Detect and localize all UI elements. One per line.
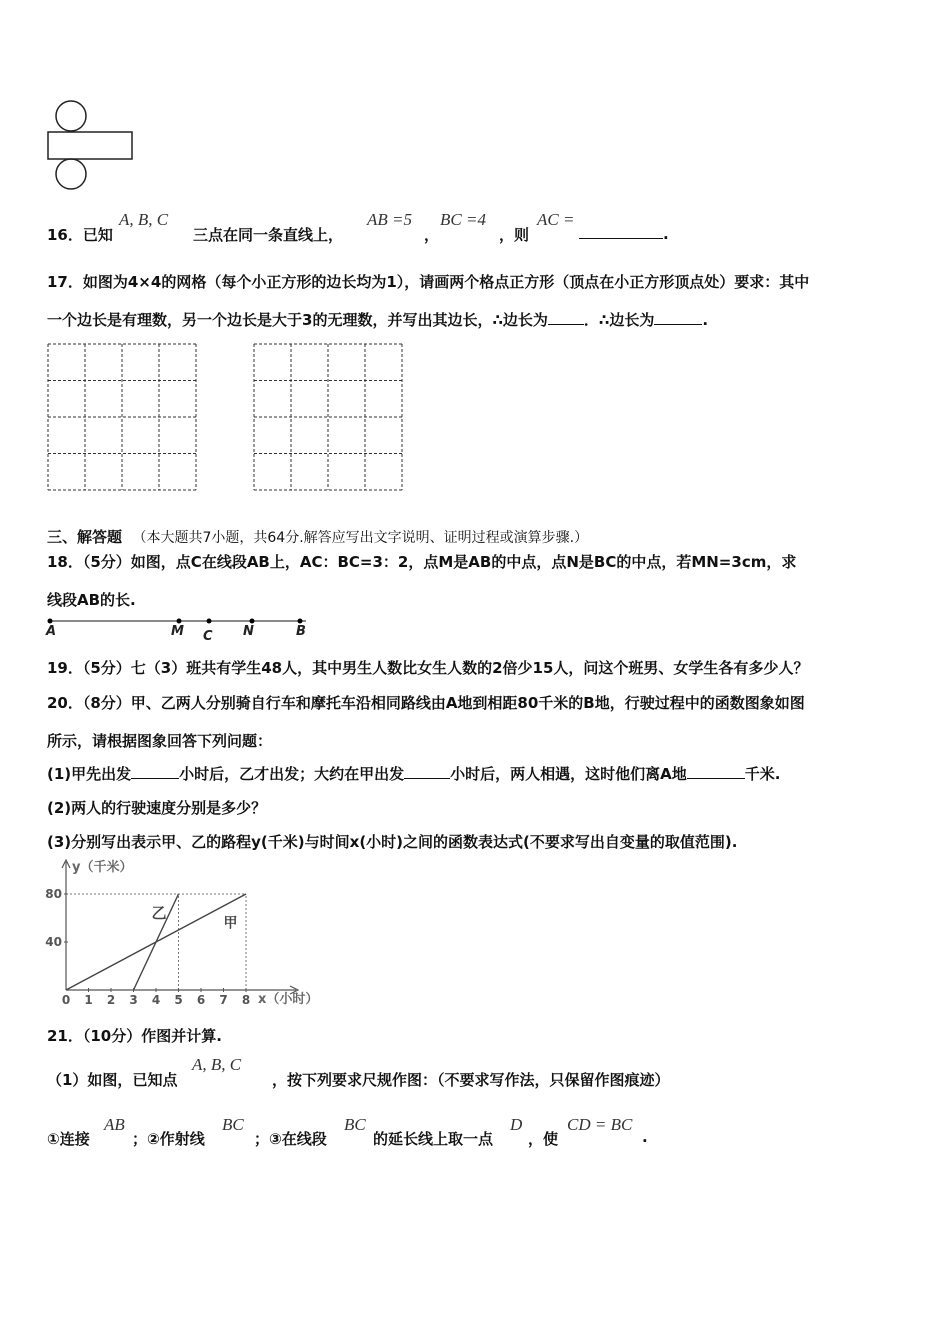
rectangle bbox=[48, 132, 132, 159]
q20-blank-3[interactable] bbox=[687, 764, 745, 779]
point-n bbox=[250, 619, 255, 624]
q18-line1: 18．（5分）如图，点C在线段AB上，AC：BC=3：2，点M是AB的中点，点N是BC的中点，若MN=3cm，求 bbox=[47, 553, 797, 571]
point-c bbox=[207, 619, 212, 624]
q21-part1-b: ，按下列要求尺规作图：（不要求写作法，只保留作图痕迹） bbox=[272, 1071, 670, 1089]
q21-line1: 21．（10分）作图并计算. bbox=[47, 1027, 222, 1045]
x-tick-8: 8 bbox=[241, 993, 251, 1007]
q20-p1-a: (1)甲先出发 bbox=[47, 765, 132, 783]
q17-blank-2[interactable] bbox=[654, 310, 702, 325]
q16-ab: AB =5 bbox=[367, 210, 412, 229]
q21-cd: CD = BC bbox=[567, 1115, 633, 1134]
y-tick-40: 40 bbox=[45, 935, 62, 949]
q21-bc2: BC bbox=[344, 1115, 366, 1134]
q20-line1: 20．（8分）甲、乙两人分别骑自行车和摩托车沿相同路线由A地到相距80千米的B地，行驶过程中的函数图象如图 bbox=[47, 694, 805, 712]
q16-comma: ， bbox=[424, 226, 440, 244]
q17-text-a: 一个边长是有理数，另一个边长是大于3的无理数，并写出其边长，∴边长为 bbox=[47, 311, 548, 329]
q17-blank-1[interactable] bbox=[548, 310, 584, 325]
x-tick-3: 3 bbox=[129, 993, 138, 1007]
top-circle bbox=[56, 101, 86, 131]
q20-part3: (3)分别写出表示甲、乙的路程y(千米)与时间x(小时)之间的函数表达式(不要求写出自变量的取值范围). bbox=[47, 833, 738, 851]
q17-line1: 17．如图为4×4的网格（每个小正方形的边长均为1），请画两个格点正方形（顶点在小正方形顶点处）要求：其中 bbox=[47, 273, 810, 291]
q21-end: . bbox=[642, 1128, 648, 1146]
grid-right[interactable] bbox=[252, 342, 407, 494]
y-axis-label: y（千米） bbox=[72, 860, 133, 875]
q16-number: 16．已知 bbox=[47, 226, 113, 244]
distance-time-graph bbox=[40, 856, 340, 1008]
q20-p1-b: 小时后，乙才出发；大约在甲出发 bbox=[179, 765, 405, 783]
q16-ac: AC = bbox=[537, 210, 575, 229]
label-c: C bbox=[203, 629, 213, 643]
x-tick-1: 1 bbox=[84, 993, 93, 1007]
q16-mid: 三点在同一条直线上， bbox=[193, 226, 344, 244]
section-title: 三、解答题 bbox=[47, 528, 123, 546]
point-a bbox=[48, 619, 53, 624]
x-axis-label: x（小时） bbox=[258, 992, 319, 1007]
q16-then: ，则 bbox=[499, 226, 530, 244]
q21-part1-a: （1）如图，已知点 bbox=[47, 1071, 178, 1089]
x-tick-5: 5 bbox=[174, 993, 183, 1007]
point-m bbox=[177, 619, 182, 624]
label-jia: 甲 bbox=[223, 915, 238, 932]
q17-text-b: ．∴边长为 bbox=[583, 311, 655, 329]
bottom-circle bbox=[56, 159, 86, 189]
q20-part2: (2)两人的行驶速度分别是多少？ bbox=[47, 799, 267, 817]
q16-answer-blank[interactable]: . bbox=[579, 224, 669, 243]
q21-step3-text: ；③在线段 bbox=[254, 1130, 327, 1148]
grid-left[interactable] bbox=[46, 342, 201, 494]
x-tick-2: 2 bbox=[106, 993, 116, 1007]
q16-bc: BC =4 bbox=[440, 210, 486, 229]
net-figure bbox=[40, 95, 150, 195]
q21-d: D bbox=[510, 1115, 523, 1134]
q20-line2: 所示，请根据图象回答下列问题： bbox=[47, 732, 273, 750]
label-b: B bbox=[296, 624, 306, 639]
q20-p1-c: 小时后，两人相遇，这时他们离A地 bbox=[450, 765, 687, 783]
x-tick-6: 6 bbox=[196, 993, 206, 1007]
q20-blank-1[interactable] bbox=[131, 764, 179, 779]
section-note: （本大题共7小题，共64分.解答应写出文字说明、证明过程或演算步骤.） bbox=[132, 530, 589, 546]
q21-step5-text: ，使 bbox=[528, 1130, 559, 1148]
q21-step2-text: ；②作射线 bbox=[132, 1130, 205, 1148]
point-b bbox=[298, 619, 303, 624]
label-a: A bbox=[46, 624, 57, 639]
x-tick-4: 4 bbox=[151, 993, 161, 1007]
section-heading bbox=[47, 526, 588, 547]
label-m: M bbox=[171, 624, 184, 639]
q19-text: 19．（5分）七（3）班共有学生48人，其中男生人数比女生人数的2倍少15人，问这个班男、女学生各有多少人？ bbox=[47, 659, 809, 677]
label-n: N bbox=[243, 624, 254, 639]
x-tick-7: 7 bbox=[219, 993, 228, 1007]
y-tick-80: 80 bbox=[45, 887, 62, 901]
q21-bc1: BC bbox=[222, 1115, 244, 1134]
q20-p1-d: 千米. bbox=[744, 765, 781, 783]
q20-blank-2[interactable] bbox=[404, 764, 450, 779]
q21-ab: AB bbox=[104, 1115, 125, 1134]
q18-line2: 线段AB的长. bbox=[47, 591, 136, 609]
q21-step1-text: ①连接 bbox=[47, 1130, 90, 1148]
segment-figure bbox=[44, 613, 314, 643]
q17-line2 bbox=[47, 309, 708, 330]
label-yi: 乙 bbox=[151, 904, 167, 922]
q17-text-c: . bbox=[702, 311, 709, 329]
q21-points: A, B, C bbox=[192, 1055, 242, 1074]
q16-points: A, B, C bbox=[119, 210, 169, 229]
q21-step4-text: 的延长线上取一点 bbox=[373, 1130, 494, 1148]
q20-part1 bbox=[47, 763, 781, 784]
x-tick-0: 0 bbox=[61, 993, 71, 1007]
